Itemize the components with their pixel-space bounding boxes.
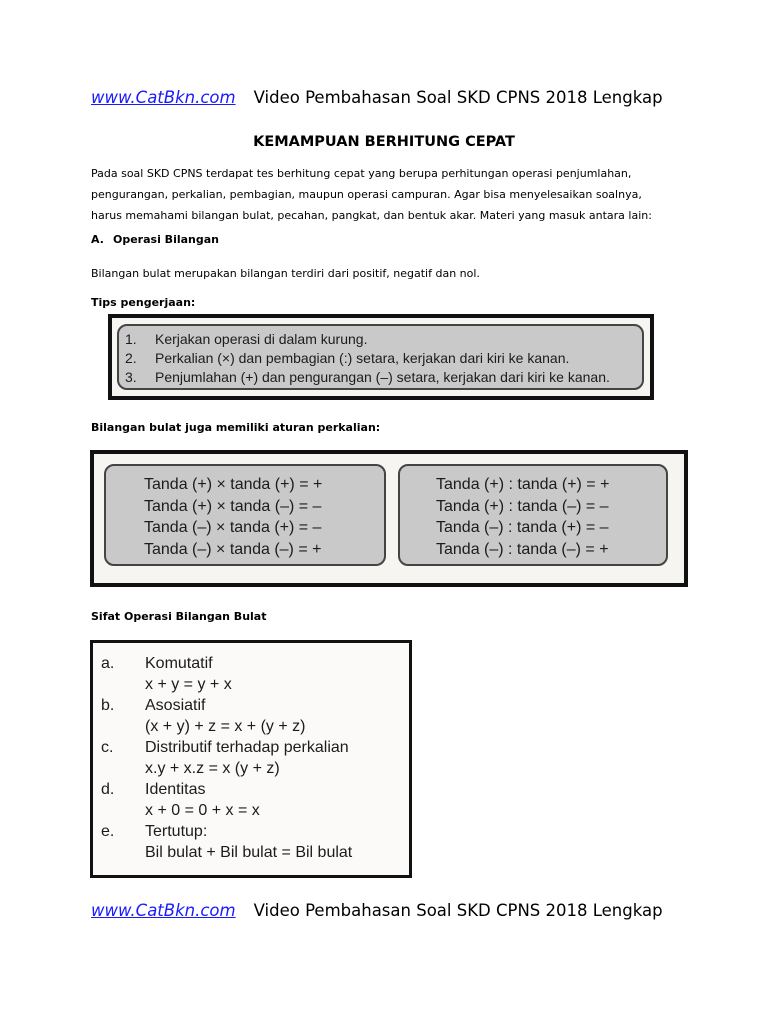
rules-label: Bilangan bulat juga memiliki aturan perkalian: [91, 421, 381, 434]
sign-rules-image [90, 450, 688, 587]
list-item: Tanda (+) : tanda (–) = – [436, 497, 609, 515]
list-item: 1. Kerjakan operasi di dalam kurung. [125, 331, 368, 347]
intro-line: Pada soal SKD CPNS terdapat tes berhitung cepat yang berupa perhitungan operasi penjumlahan, [91, 167, 632, 180]
list-item: Tanda (+) × tanda (–) = – [144, 497, 322, 515]
property-formula: (x + y) + z = x + (y + z) [145, 718, 306, 735]
property-name: a. Komutatif [101, 655, 213, 672]
header-site-link[interactable]: www.CatBkn.com [91, 88, 236, 107]
properties-label: Sifat Operasi Bilangan Bulat [91, 610, 267, 623]
property-formula: Bil bulat + Bil bulat = Bil bulat [145, 844, 353, 861]
list-item: 3. Penjumlahan (+) dan pengurangan (–) setara, kerjakan dari kiri ke kanan. [125, 369, 610, 385]
property-name: b. Asosiatif [101, 697, 206, 714]
section-heading [91, 233, 219, 246]
list-item: Tanda (–) : tanda (+) = – [436, 519, 609, 536]
property-name: c. Distributif terhadap perkalian [101, 739, 349, 756]
list-item: Tanda (–) × tanda (–) = + [144, 540, 322, 558]
tips-image [108, 314, 654, 400]
division-rules [436, 474, 609, 560]
tips-list [125, 330, 610, 387]
property-formula: x + 0 = 0 + x = x [145, 802, 260, 819]
property-name: e. Tertutup: [101, 823, 208, 840]
division-rules-panel [398, 464, 668, 566]
property-name: d. Identitas [101, 781, 206, 798]
multiplication-rules [144, 474, 322, 560]
list-item: Tanda (+) × tanda (+) = + [144, 476, 323, 493]
property-formula: x + y = y + x [145, 676, 232, 693]
section-number: A. [91, 233, 104, 246]
section-title: Operasi Bilangan [113, 233, 219, 246]
tips-label: Tips pengerjaan: [91, 296, 196, 309]
list-item: Tanda (+) : tanda (+) = + [436, 476, 610, 493]
document-title: KEMAMPUAN BERHITUNG CEPAT [253, 134, 515, 150]
page-footer [91, 901, 663, 920]
intro-line: pengurangan, perkalian, pembagian, maupun operasi campuran. Agar bisa menyelesaikan soalnya, [91, 188, 642, 201]
intro-line: harus memahami bilangan bulat, pecahan, pangkat, dan bentuk akar. Materi yang masuk antara lain: [91, 209, 652, 222]
footer-site-link[interactable]: www.CatBkn.com [91, 901, 236, 920]
properties-list [101, 653, 352, 863]
page-header [91, 88, 663, 107]
footer-tagline: Video Pembahasan Soal SKD CPNS 2018 Lengkap [253, 901, 663, 920]
property-formula: x.y + x.z = x (y + z) [145, 760, 280, 777]
properties-image [90, 640, 412, 878]
intro-paragraph [91, 163, 691, 226]
tips-panel [117, 324, 644, 390]
header-tagline: Video Pembahasan Soal SKD CPNS 2018 Lengkap [253, 88, 663, 107]
definition-text: Bilangan bulat merupakan bilangan terdiri dari positif, negatif dan nol. [91, 267, 480, 280]
multiplication-rules-panel [104, 464, 386, 566]
list-item: Tanda (–) : tanda (–) = + [436, 540, 609, 558]
list-item: 2. Perkalian (×) dan pembagian (:) setara, kerjakan dari kiri ke kanan. [125, 350, 570, 366]
list-item: Tanda (–) × tanda (+) = – [144, 519, 322, 536]
